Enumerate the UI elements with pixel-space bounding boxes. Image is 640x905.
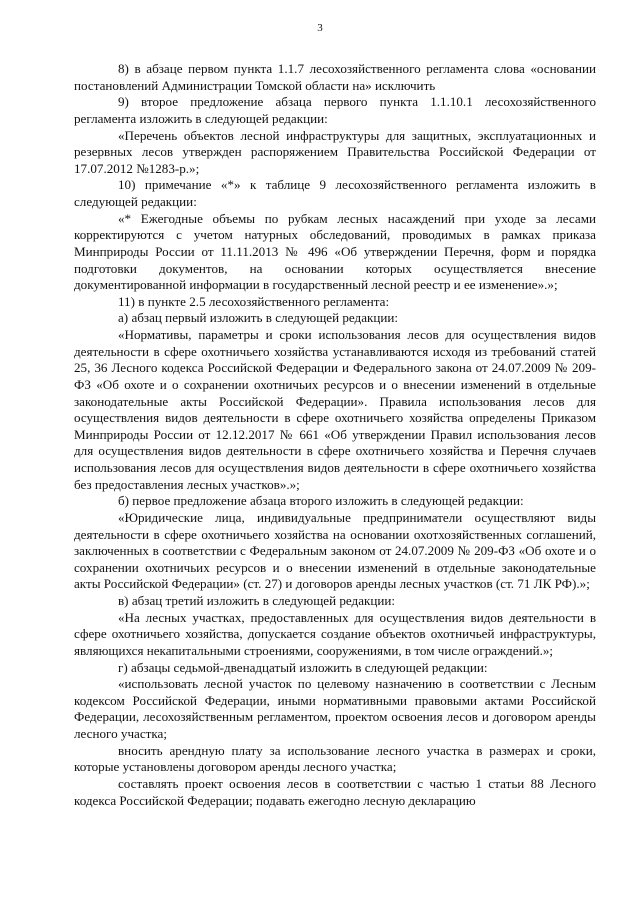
- paragraph-rent-payment: вносить арендную плату за использование лесного участка в размерах и сроки, которые установлены договором аренды лесного участка;: [74, 742, 596, 775]
- paragraph-quote-infrastructure: «Перечень объектов лесной инфраструктуры для защитных, эксплуатационных и резервных лесов утвержден распоряжением Правительства Российской Федерации от 17.07.2012 №1283-р.»;: [74, 127, 596, 176]
- paragraph-item-8: 8) в абзаце первом пункта 1.1.7 лесохозяйственного регламента слова «основании постановлений Администрации Томской области на» исключить: [74, 61, 596, 93]
- paragraph-item-10: 10) примечание «*» к таблице 9 лесохозяйственного регламента изложить в следующей редакции:: [74, 177, 596, 209]
- paragraph-item-11: 11) в пункте 2.5 лесохозяйственного регламента:: [118, 293, 390, 309]
- paragraph-subitem-g: г) абзацы седьмой-двенадцатый изложить в следующей редакции:: [118, 659, 488, 675]
- page-number: 3: [317, 22, 323, 34]
- paragraph-quote-plots: «На лесных участках, предоставленных для осуществления видов деятельности в сфере охотничьего хозяйства, допускается создание объектов охотничьей инфраструктуры, являющихся некапитальными строениями, сооружениями, в том числе ограждений.»;: [74, 609, 596, 658]
- paragraph-quote-note: «* Ежегодные объемы по рубкам лесных насаждений при уходе за лесами корректируются с учетом натурных обследований, проводимых в рамках приказа Минприроды России от 11.11.2013 № 496 «Об утверждении Перечня, форм и порядка подготовки документов, на основании которых осуществляется внесение документированной информации в государственный лесной реестр и ее изменение».»;: [74, 210, 596, 293]
- paragraph-subitem-b: б) первое предложение абзаца второго изложить в следующей редакции:: [118, 493, 524, 509]
- paragraph-subitem-v: в) абзац третий изложить в следующей редакции:: [118, 593, 396, 608]
- paragraph-quote-norms: «Нормативы, параметры и сроки использования лесов для осуществления видов деятельности в сфере охотничьего хозяйства устанавливаются исходя из требований статей 25, 36 Лесного кодекса Российской Федерации и Федерального закона от 24.07.2009 № 209-ФЗ «Об охоте и о сохранении охотничьих ресурсов и о внесении изменений в отдельные законодательные акты Российской Федерации». Правила использования лесов для осуществления видов деятельности в сфере охотничьего хозяйства определены Приказом Минприроды России от 12.12.2017 № 661 «Об утверждении Правил использования лесов для осуществления видов деятельности в сфере охотничьего хозяйства и Перечня случаев использования лесов для осуществления видов деятельности в сфере охотничьего хозяйства без предоставления лесных участков».»;: [74, 327, 596, 492]
- document-body: [74, 61, 596, 809]
- paragraph-item-9: 9) второе предложение абзаца первого пункта 1.1.10.1 лесохозяйственного регламента изложить в следующей редакции:: [74, 94, 596, 126]
- paragraph-forest-project: составлять проект освоения лесов в соответствии с частью 1 статьи 88 Лесного кодекса Российской Федерации; подавать ежегодно лесную декларацию: [74, 775, 596, 808]
- paragraph-subitem-a: а) абзац первый изложить в следующей редакции:: [118, 310, 399, 326]
- paragraph-quote-use-plot: «использовать лесной участок по целевому назначению в соответствии с Лесным кодексом Российской Федерации, иными нормативными правовыми актами Российской Федерации, лесохозяйственным регламентом, проектом освоения лесов и договором аренды лесного участка;: [74, 676, 596, 741]
- paragraph-quote-legal-entities: «Юридические лица, индивидуальные предприниматели осуществляют виды деятельности в сфере охотничьего хозяйства на основании охотхозяйственных соглашений, заключенных в соответствии с Федеральным законом от 24.07.2009 № 209-ФЗ «Об охоте и о сохранении охотничьих ресурсов и о внесении изменений в отдельные законодательные акты Российской Федерации» (ст. 27) и договоров аренды лесных участков (ст. 71 ЛК РФ).»;: [74, 509, 596, 592]
